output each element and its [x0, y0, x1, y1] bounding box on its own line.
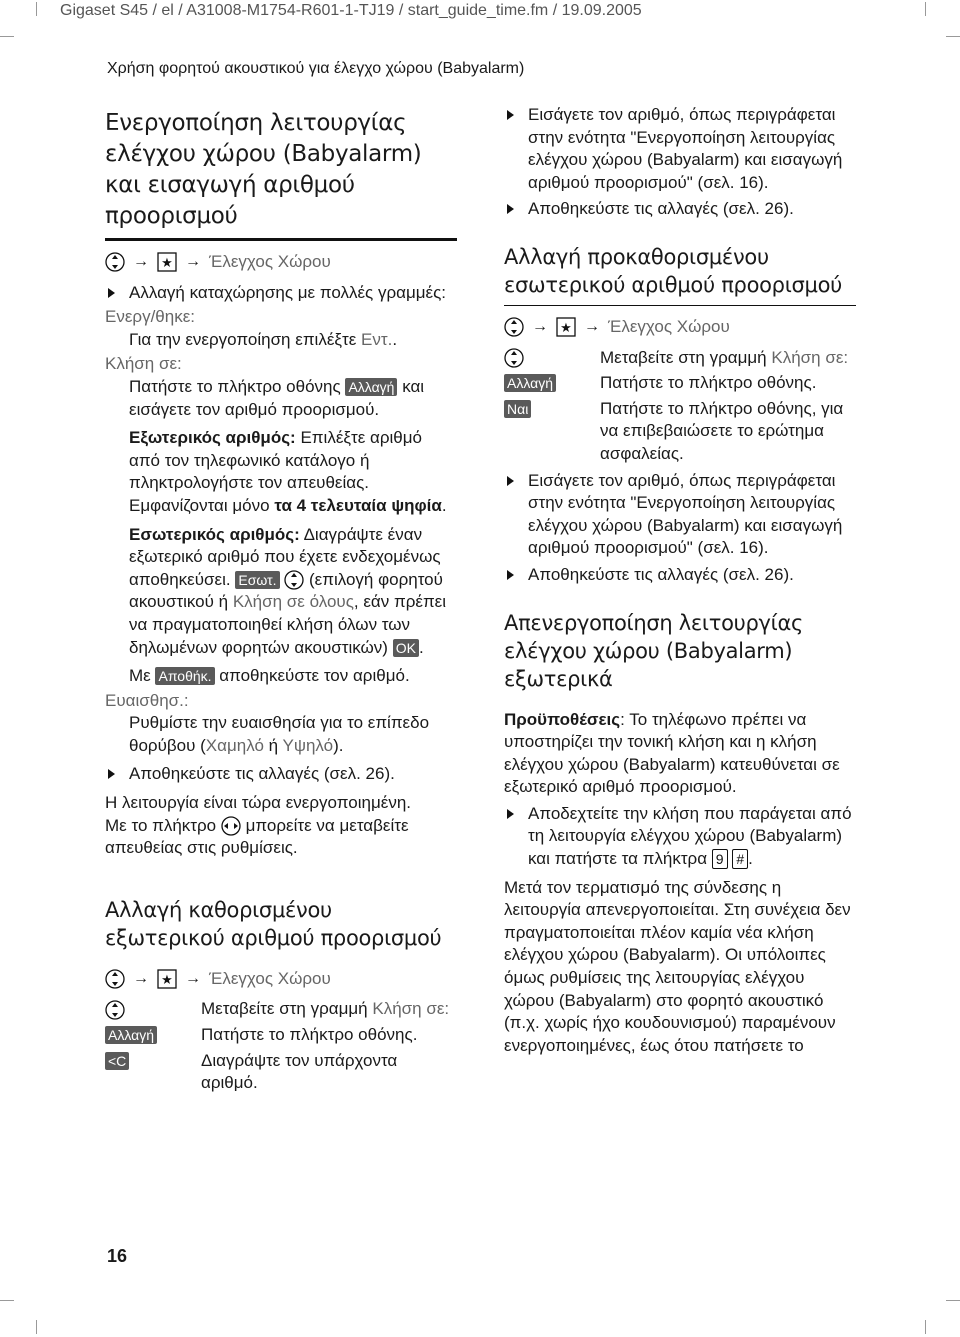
menu-item-room-monitor: Έλεγχος Χώρου	[209, 968, 331, 988]
step-row: Μεταβείτε στη γραμμή Κλήση σε:	[105, 998, 457, 1021]
control-key-icon	[504, 348, 524, 368]
bullet-save-changes: Αποθηκεύστε τις αλλαγές (σελ. 26).	[504, 564, 856, 587]
crop-mark	[0, 36, 14, 37]
arrow-icon: →	[584, 317, 600, 335]
svg-text:★: ★	[560, 320, 572, 336]
softkey-change: Αλλαγή	[504, 374, 556, 392]
menu-item-room-monitor: Έλεγχος Χώρου	[608, 316, 730, 336]
crop-mark	[925, 2, 926, 16]
step-row: <C Διαγράψτε τον υπάρχοντα αριθμό.	[105, 1050, 457, 1095]
softkey-internal: Εσωτ.	[235, 571, 279, 589]
softkey-ok: OK	[393, 639, 419, 657]
left-column	[105, 108, 457, 1098]
section-title: Χρήση φορητού ακουστικού για έλεγχο χώρου (Babyalarm)	[107, 60, 525, 77]
bullet-enter-number: Εισάγετε τον αριθμό, όπως περιγράφεται στην ενότητα "Ενεργοποίηση λειτουργίας ελέγχου χώρου (Babyalarm) και εισαγωγή αριθμού προορισμού" (σελ. 16).	[504, 104, 856, 194]
crop-mark	[36, 1320, 37, 1334]
file-header: Gigaset S45 / el / A31008-M1754-R601-1-TJ19 / start_guide_time.fm / 19.09.2005	[60, 2, 642, 19]
step-row: Μεταβείτε στη γραμμή Κλήση σε:	[504, 347, 856, 370]
control-key-icon	[105, 969, 125, 989]
text-internal-number: Εσωτερικός αριθμός: Διαγράψτε έναν εξωτερικό αριθμό που έχετε ενδεχομένως αποθηκεύσει. Εσωτ. (επιλογή φορητού ακουστικού ή Κλήση σε όλους, εάν πρέπει να πραγματοποιηθεί κλήση όλων των δηλωμένων φορητών ακουστικών) OK .	[129, 524, 447, 657]
key-hash: #	[732, 849, 748, 869]
right-column	[504, 104, 856, 1063]
text-prerequisites: Προϋποθέσεις: Το τηλέφωνο πρέπει να υποστηρίζει την τονική κλήση και η κλήση ελέγχου χώρου (Babyalarm) κατευθύνεται σε εξωτερικό αριθμό προορισμού.	[504, 709, 840, 797]
softkey-change: Αλλαγή	[105, 1026, 157, 1044]
key-nine: 9	[712, 849, 728, 869]
control-key-icon	[221, 816, 241, 836]
control-key-icon	[105, 252, 125, 272]
softkey-save: Αποθήκ.	[155, 667, 214, 685]
text-after-disconnect: Μετά τον τερματισμό της σύνδεσης η λειτουργία απενεργοποιείται. Στη συνέχεια δεν πραγματοποιείται πλέον καμία νέα κλήση ελέγχου χώρου (Babyalarm). Οι υπόλοιπες όμως ρυθμίσεις της λειτουργίας ελέγχου χώρου (Babyalarm) στο φορητό ακουστικό (π.χ. χωρίς ήχο κουδουνισμού) παραμένουν ενεργοποιημένες, έως ότου πατήσετε το	[504, 877, 851, 1055]
text-active: Η λειτουργία είναι τώρα ενεργοποιημένη.	[105, 793, 411, 813]
text-save-number: Με Αποθήκ. αποθηκεύστε τον αριθμό.	[129, 666, 410, 686]
menu-path	[105, 251, 457, 274]
step-row: Ναι Πατήστε το πλήκτρο οθόνης, για να επιβεβαιώσετε το ερώτημα ασφαλείας.	[504, 398, 856, 466]
text-activated: Για την ενεργοποίηση επιλέξτε Εντ..	[129, 329, 398, 349]
bullet-change-entry: Αλλαγή καταχώρησης με πολλές γραμμές:	[105, 282, 457, 305]
control-key-icon	[504, 317, 524, 337]
star-key-icon	[556, 317, 576, 337]
menu-path	[105, 968, 457, 991]
softkey-change: Αλλαγή	[345, 378, 397, 396]
crop-mark	[946, 36, 960, 37]
delete-key: <C	[105, 1052, 129, 1070]
crop-mark	[925, 1320, 926, 1334]
bullet-save-changes: Αποθηκεύστε τις αλλαγές (σελ. 26).	[504, 198, 856, 221]
svg-text:★: ★	[161, 972, 173, 988]
star-key-icon	[157, 252, 177, 272]
arrow-icon: →	[532, 317, 548, 335]
softkey-yes: Ναι	[504, 400, 531, 418]
arrow-icon: →	[185, 969, 201, 987]
label-activated: Ενεργ/θηκε:	[105, 307, 196, 327]
heading-change-internal: Αλλαγή προκαθορισμένου εσωτερικού αριθμού προορισμού	[504, 243, 856, 306]
crop-mark	[946, 1300, 960, 1301]
menu-item-room-monitor: Έλεγχος Χώρου	[209, 252, 331, 271]
heading-deactivate-external: Απενεργοποίηση λειτουργίας ελέγχου χώρου (Babyalarm) εξωτερικά	[504, 610, 804, 691]
arrow-icon: →	[133, 253, 149, 270]
text-key-shortcut: Με το πλήκτρο μπορείτε να μεταβείτε απευθείας στις ρυθμίσεις.	[105, 815, 409, 858]
bullet-save-changes: Αποθηκεύστε τις αλλαγές (σελ. 26).	[105, 763, 457, 786]
step-row: Αλλαγή Πατήστε το πλήκτρο οθόνης.	[504, 372, 856, 395]
text-call-to: Πατήστε το πλήκτρο οθόνης Αλλαγή και εισάγετε τον αριθμό προορισμού.	[129, 376, 425, 419]
control-key-icon	[105, 1000, 125, 1020]
text-external-number: Εξωτερικός αριθμός: Επιλέξτε αριθμό από τον τηλεφωνικό κατάλογο ή πληκτρολογήστε τον απευθείας. Εμφανίζονται μόνο τα 4 τελευταία ψηφία.	[129, 428, 447, 515]
label-sensitivity: Ευαισθησ.:	[105, 690, 189, 710]
menu-path	[504, 316, 856, 339]
control-key-icon	[284, 570, 304, 590]
arrow-icon: →	[133, 969, 149, 987]
svg-text:★: ★	[161, 255, 173, 271]
bullet-enter-number: Εισάγετε τον αριθμό, όπως περιγράφεται στην ενότητα "Ενεργοποίηση λειτουργίας ελέγχου χώρου (Babyalarm) και εισαγωγή αριθμού προορισμού" (σελ. 16).	[504, 470, 856, 560]
page-number: 16	[107, 1246, 128, 1266]
text-sensitivity: Ρυθμίστε την ευαισθησία για το επίπεδο θορύβου (Χαμηλό ή Υψηλό).	[129, 713, 430, 755]
arrow-icon: →	[185, 253, 201, 270]
heading-activate: Ενεργοποίηση λειτουργίας ελέγχου χώρου (Babyalarm) και εισαγωγή αριθμού προορισμού	[105, 108, 457, 241]
heading-change-external: Αλλαγή καθορισμένου εξωτερικού αριθμού προορισμού	[105, 897, 442, 950]
step-row: Αλλαγή Πατήστε το πλήκτρο οθόνης.	[105, 1024, 457, 1047]
label-call-to: Κλήση σε:	[105, 354, 182, 374]
bullet-accept-call: Αποδεχτείτε την κλήση που παράγεται από τη λειτουργία ελέγχου χώρου (Babyalarm) και πατήστε τα πλήκτρα 9 # .	[504, 803, 856, 871]
crop-mark	[0, 1300, 14, 1301]
star-key-icon	[157, 969, 177, 989]
crop-mark	[36, 2, 37, 16]
